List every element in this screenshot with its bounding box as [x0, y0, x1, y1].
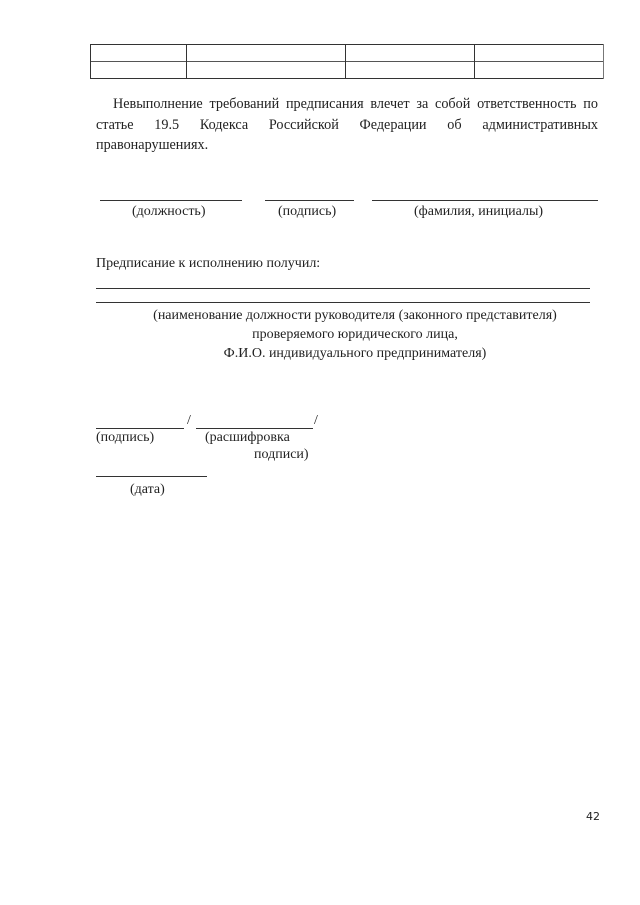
caption-line: проверяемого юридического лица,: [252, 327, 458, 342]
caption-line: (наименование должности руководителя (законного представителя): [153, 308, 557, 323]
caption-line: Ф.И.О. индивидуального предпринимателя): [223, 346, 487, 361]
slash: /: [187, 413, 191, 428]
receiver-signature-label: (подпись): [96, 430, 155, 445]
decoding-label-2: подписи): [254, 447, 309, 462]
decoding-label: (расшифровка: [205, 430, 290, 445]
slash: /: [314, 413, 318, 428]
signature-line: [265, 200, 354, 201]
receiver-line-2: [96, 302, 590, 303]
receiver-caption: [96, 306, 614, 363]
position-label: (должность): [132, 204, 206, 219]
receiver-line-1: [96, 288, 590, 289]
name-label: (фамилия, инициалы): [414, 204, 544, 219]
signature-label: (подпись): [278, 204, 337, 219]
date-label: (дата): [130, 482, 165, 497]
receiver-signature-line: [96, 428, 184, 429]
liability-notice: Невыполнение требований предписания влечет за собой ответственность по статье 19.5 Кодекса Российской Федерации об административных правонарушениях.: [96, 96, 598, 153]
page-number: 42: [586, 810, 600, 823]
received-title: Предписание к исполнению получил:: [96, 256, 321, 271]
position-line: [100, 200, 242, 201]
name-line: [372, 200, 598, 201]
receiver-decoding-line: [196, 428, 313, 429]
date-line: [96, 476, 207, 477]
